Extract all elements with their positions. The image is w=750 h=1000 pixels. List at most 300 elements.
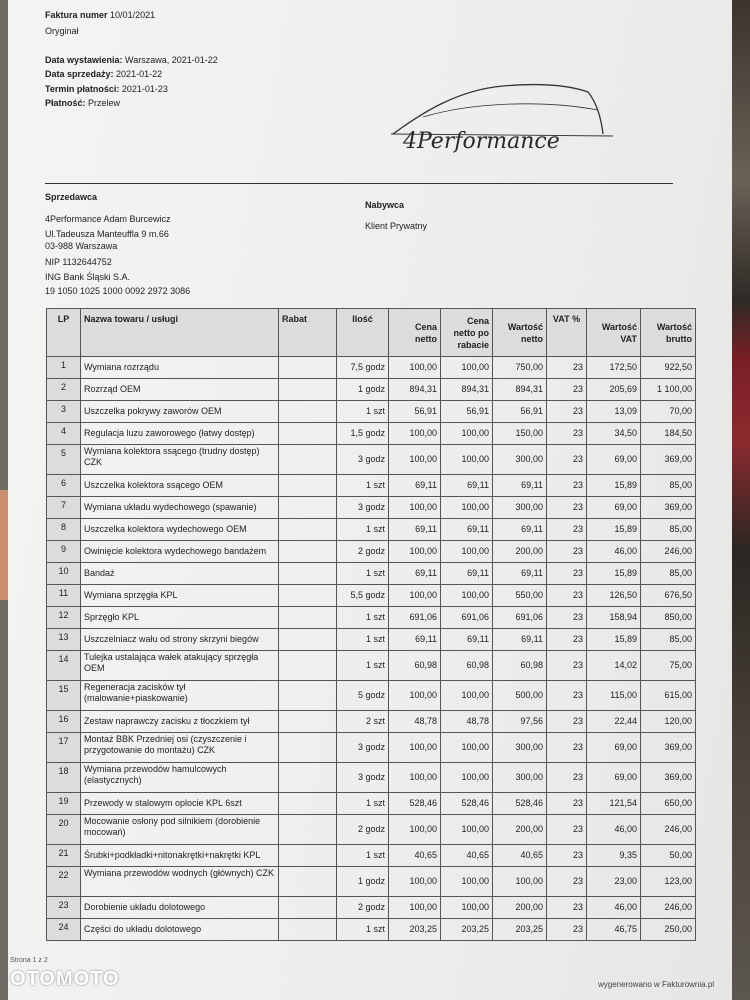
row-vat-value: 158,94 <box>587 607 641 629</box>
row-gross: 650,00 <box>641 793 696 815</box>
col-header-name: Nazwa towaru / usługi <box>81 309 279 357</box>
row-gross: 50,00 <box>641 845 696 867</box>
row-net-price: 56,91 <box>389 401 441 423</box>
row-net-value: 203,25 <box>493 919 547 941</box>
row-net-value: 69,11 <box>493 475 547 497</box>
copy-type: Oryginał <box>45 26 79 36</box>
row-net-price: 100,00 <box>389 815 441 845</box>
issue-date-line <box>45 55 218 65</box>
row-net-price: 69,11 <box>389 629 441 651</box>
row-lp: 16 <box>47 711 81 733</box>
header-divider <box>45 183 673 184</box>
row-vat-pct: 23 <box>547 711 587 733</box>
seller-city: 03-988 Warszawa <box>45 241 118 251</box>
items-table <box>46 308 696 941</box>
row-vat-pct: 23 <box>547 867 587 897</box>
row-net-after: 100,00 <box>441 445 493 475</box>
table-row <box>47 897 696 919</box>
row-net-price: 100,00 <box>389 897 441 919</box>
row-discount <box>279 815 337 845</box>
row-discount <box>279 519 337 541</box>
row-name: Wymiana przewodów hamulcowych (elastycznych) <box>81 763 279 793</box>
row-vat-value: 13,09 <box>587 401 641 423</box>
row-lp: 23 <box>47 897 81 919</box>
row-net-after: 100,00 <box>441 763 493 793</box>
table-row <box>47 845 696 867</box>
row-vat-value: 15,89 <box>587 629 641 651</box>
invoice-number-line <box>45 10 155 20</box>
seller-name: 4Performance Adam Burcewicz <box>45 214 171 224</box>
row-qty: 5 godz <box>337 681 389 711</box>
row-vat-pct: 23 <box>547 651 587 681</box>
row-qty: 1 godz <box>337 867 389 897</box>
row-discount <box>279 711 337 733</box>
row-discount <box>279 401 337 423</box>
row-net-value: 300,00 <box>493 445 547 475</box>
row-name: Uszczelka kolektora ssącego OEM <box>81 475 279 497</box>
row-net-value: 56,91 <box>493 401 547 423</box>
row-net-price: 528,46 <box>389 793 441 815</box>
invoice-number: 10/01/2021 <box>110 10 156 20</box>
row-qty: 1 szt <box>337 651 389 681</box>
row-vat-value: 69,00 <box>587 733 641 763</box>
row-discount <box>279 379 337 401</box>
row-vat-pct: 23 <box>547 475 587 497</box>
row-vat-pct: 23 <box>547 629 587 651</box>
table-row <box>47 919 696 941</box>
table-row <box>47 585 696 607</box>
row-name: Wymiana kolektora ssącego (trudny dostęp) CZK <box>81 445 279 475</box>
row-lp: 24 <box>47 919 81 941</box>
col-header-net-price: Cena netto <box>389 309 441 357</box>
col-header-vat-value: Wartość VAT <box>587 309 641 357</box>
table-row <box>47 519 696 541</box>
row-lp: 11 <box>47 585 81 607</box>
row-discount <box>279 585 337 607</box>
row-net-after: 691,06 <box>441 607 493 629</box>
row-vat-value: 121,54 <box>587 793 641 815</box>
row-net-price: 894,31 <box>389 379 441 401</box>
row-lp: 19 <box>47 793 81 815</box>
row-gross: 120,00 <box>641 711 696 733</box>
row-qty: 2 szt <box>337 711 389 733</box>
issue-date-label: Data wystawienia: <box>45 55 123 65</box>
row-net-after: 56,91 <box>441 401 493 423</box>
row-net-value: 69,11 <box>493 519 547 541</box>
row-discount <box>279 681 337 711</box>
row-discount <box>279 629 337 651</box>
row-vat-pct: 23 <box>547 519 587 541</box>
row-net-price: 100,00 <box>389 445 441 475</box>
row-net-price: 100,00 <box>389 585 441 607</box>
row-vat-pct: 23 <box>547 919 587 941</box>
row-vat-pct: 23 <box>547 357 587 379</box>
row-name: Wymiana przewodów wodnych (głównych) CZK <box>81 867 279 897</box>
row-net-after: 100,00 <box>441 541 493 563</box>
row-name: Rozrząd OEM <box>81 379 279 401</box>
row-name: Regeneracja zacisków tył (malowanie+piaskowanie) <box>81 681 279 711</box>
row-gross: 246,00 <box>641 541 696 563</box>
row-net-price: 100,00 <box>389 867 441 897</box>
row-qty: 5,5 godz <box>337 585 389 607</box>
row-qty: 1 szt <box>337 563 389 585</box>
table-row <box>47 681 696 711</box>
row-discount <box>279 607 337 629</box>
col-header-discount: Rabat <box>279 309 337 357</box>
row-qty: 7,5 godz <box>337 357 389 379</box>
row-lp: 2 <box>47 379 81 401</box>
table-row <box>47 475 696 497</box>
row-vat-value: 69,00 <box>587 497 641 519</box>
row-net-after: 40,65 <box>441 845 493 867</box>
row-name: Przewody w stalowym oplocie KPL 6szt <box>81 793 279 815</box>
row-discount <box>279 867 337 897</box>
row-qty: 1 szt <box>337 401 389 423</box>
row-net-value: 40,65 <box>493 845 547 867</box>
row-qty: 1,5 godz <box>337 423 389 445</box>
row-discount <box>279 475 337 497</box>
row-qty: 3 godz <box>337 763 389 793</box>
row-net-after: 69,11 <box>441 475 493 497</box>
row-discount <box>279 733 337 763</box>
table-row <box>47 629 696 651</box>
row-name: Śrubki+podkładki+nitonakrętki+nakrętki KPL <box>81 845 279 867</box>
row-net-after: 100,00 <box>441 357 493 379</box>
row-discount <box>279 541 337 563</box>
table-row <box>47 541 696 563</box>
row-net-price: 100,00 <box>389 681 441 711</box>
row-vat-value: 46,00 <box>587 897 641 919</box>
row-net-value: 200,00 <box>493 541 547 563</box>
row-net-price: 100,00 <box>389 423 441 445</box>
table-row <box>47 763 696 793</box>
row-gross: 922,50 <box>641 357 696 379</box>
row-net-after: 100,00 <box>441 585 493 607</box>
row-discount <box>279 763 337 793</box>
row-qty: 1 szt <box>337 475 389 497</box>
row-discount <box>279 793 337 815</box>
row-lp: 1 <box>47 357 81 379</box>
row-net-after: 48,78 <box>441 711 493 733</box>
due-date-line <box>45 84 168 94</box>
table-row <box>47 423 696 445</box>
row-vat-pct: 23 <box>547 607 587 629</box>
table-row <box>47 445 696 475</box>
row-net-value: 200,00 <box>493 897 547 919</box>
row-name: Owinięcie kolektora wydechowego bandażem <box>81 541 279 563</box>
row-gross: 75,00 <box>641 651 696 681</box>
row-gross: 123,00 <box>641 867 696 897</box>
row-name: Wymiana rozrządu <box>81 357 279 379</box>
row-net-value: 100,00 <box>493 867 547 897</box>
row-lp: 7 <box>47 497 81 519</box>
row-net-value: 300,00 <box>493 497 547 519</box>
row-net-price: 203,25 <box>389 919 441 941</box>
row-gross: 184,50 <box>641 423 696 445</box>
seller-nip: NIP 1132644752 <box>45 257 112 267</box>
row-gross: 1 100,00 <box>641 379 696 401</box>
row-gross: 369,00 <box>641 445 696 475</box>
row-net-value: 528,46 <box>493 793 547 815</box>
row-net-value: 550,00 <box>493 585 547 607</box>
row-net-after: 100,00 <box>441 867 493 897</box>
row-lp: 22 <box>47 867 81 897</box>
row-name: Uszczelniacz wału od strony skrzyni biegów <box>81 629 279 651</box>
row-discount <box>279 651 337 681</box>
row-vat-pct: 23 <box>547 763 587 793</box>
row-net-price: 48,78 <box>389 711 441 733</box>
sale-date: 2021-01-22 <box>116 69 163 79</box>
row-net-price: 100,00 <box>389 497 441 519</box>
row-gross: 70,00 <box>641 401 696 423</box>
row-net-after: 528,46 <box>441 793 493 815</box>
row-discount <box>279 845 337 867</box>
row-net-price: 100,00 <box>389 357 441 379</box>
row-gross: 850,00 <box>641 607 696 629</box>
row-net-after: 100,00 <box>441 815 493 845</box>
row-gross: 250,00 <box>641 919 696 941</box>
row-gross: 369,00 <box>641 763 696 793</box>
row-net-value: 750,00 <box>493 357 547 379</box>
row-net-price: 100,00 <box>389 541 441 563</box>
row-net-value: 894,31 <box>493 379 547 401</box>
row-vat-value: 172,50 <box>587 357 641 379</box>
table-row <box>47 357 696 379</box>
row-qty: 2 godz <box>337 815 389 845</box>
row-net-value: 69,11 <box>493 629 547 651</box>
row-net-after: 60,98 <box>441 651 493 681</box>
row-discount <box>279 357 337 379</box>
seller-bank: ING Bank Śląski S.A. <box>45 272 131 282</box>
row-net-after: 100,00 <box>441 733 493 763</box>
row-lp: 10 <box>47 563 81 585</box>
row-lp: 12 <box>47 607 81 629</box>
row-qty: 3 godz <box>337 733 389 763</box>
row-vat-value: 15,89 <box>587 519 641 541</box>
row-gross: 369,00 <box>641 733 696 763</box>
row-name: Wymiana układu wydechowego (spawanie) <box>81 497 279 519</box>
row-net-price: 69,11 <box>389 563 441 585</box>
row-name: Zestaw naprawczy zacisku z tłoczkiem tył <box>81 711 279 733</box>
row-vat-pct: 23 <box>547 793 587 815</box>
row-gross: 246,00 <box>641 815 696 845</box>
row-net-value: 69,11 <box>493 563 547 585</box>
row-gross: 85,00 <box>641 629 696 651</box>
invoice-page <box>8 0 732 1000</box>
row-gross: 369,00 <box>641 497 696 519</box>
row-net-after: 203,25 <box>441 919 493 941</box>
row-vat-pct: 23 <box>547 733 587 763</box>
row-vat-pct: 23 <box>547 563 587 585</box>
table-row <box>47 793 696 815</box>
seller-street: Ul.Tadeusza Manteuffla 9 m.66 <box>45 229 169 239</box>
row-vat-value: 69,00 <box>587 445 641 475</box>
row-net-price: 69,11 <box>389 519 441 541</box>
row-name: Uszczelka kolektora wydechowego OEM <box>81 519 279 541</box>
row-vat-pct: 23 <box>547 497 587 519</box>
seller-heading: Sprzedawca <box>45 192 98 202</box>
row-vat-pct: 23 <box>547 401 587 423</box>
row-vat-pct: 23 <box>547 423 587 445</box>
row-qty: 1 godz <box>337 379 389 401</box>
row-net-value: 691,06 <box>493 607 547 629</box>
row-vat-value: 205,69 <box>587 379 641 401</box>
row-name: Części do układu dolotowego <box>81 919 279 941</box>
row-discount <box>279 423 337 445</box>
seller-account: 19 1050 1025 1000 0092 2972 3086 <box>45 286 191 296</box>
row-net-after: 100,00 <box>441 897 493 919</box>
issue-date: Warszawa, 2021-01-22 <box>125 55 218 65</box>
col-header-qty: Ilość <box>337 309 389 357</box>
table-row <box>47 379 696 401</box>
row-vat-value: 126,50 <box>587 585 641 607</box>
due-date: 2021-01-23 <box>121 84 168 94</box>
table-header-row <box>47 309 696 357</box>
row-net-after: 100,00 <box>441 681 493 711</box>
table-row <box>47 401 696 423</box>
row-name: Tulejka ustalająca wałek atakujący sprzęgła OEM <box>81 651 279 681</box>
row-net-after: 100,00 <box>441 423 493 445</box>
row-vat-pct: 23 <box>547 379 587 401</box>
row-vat-pct: 23 <box>547 585 587 607</box>
row-lp: 14 <box>47 651 81 681</box>
logo-wordmark: 4Performance <box>403 129 560 154</box>
row-net-after: 894,31 <box>441 379 493 401</box>
row-net-price: 691,06 <box>389 607 441 629</box>
row-net-value: 200,00 <box>493 815 547 845</box>
row-qty: 1 szt <box>337 607 389 629</box>
row-gross: 615,00 <box>641 681 696 711</box>
row-net-after: 69,11 <box>441 563 493 585</box>
row-lp: 9 <box>47 541 81 563</box>
sale-date-line <box>45 69 162 79</box>
row-vat-value: 46,75 <box>587 919 641 941</box>
row-net-after: 69,11 <box>441 519 493 541</box>
row-discount <box>279 497 337 519</box>
payment-method: Przelew <box>88 98 121 108</box>
col-header-gross: Wartość brutto <box>641 309 696 357</box>
payment-label: Płatność: <box>45 98 86 108</box>
row-net-value: 97,56 <box>493 711 547 733</box>
row-vat-pct: 23 <box>547 445 587 475</box>
row-vat-value: 34,50 <box>587 423 641 445</box>
row-vat-value: 46,00 <box>587 815 641 845</box>
page-number: Strona 1 z 2 <box>10 957 48 964</box>
col-header-net-after: Cena netto po rabacie <box>441 309 493 357</box>
row-lp: 17 <box>47 733 81 763</box>
row-gross: 85,00 <box>641 563 696 585</box>
row-qty: 1 szt <box>337 519 389 541</box>
row-name: Dorobienie układu dolotowego <box>81 897 279 919</box>
row-qty: 2 godz <box>337 541 389 563</box>
row-vat-value: 22,44 <box>587 711 641 733</box>
row-net-price: 40,65 <box>389 845 441 867</box>
row-name: Wymiana sprzęgła KPL <box>81 585 279 607</box>
generator-note: wygenerowano w Fakturownia.pl <box>598 980 715 989</box>
row-lp: 20 <box>47 815 81 845</box>
payment-line <box>45 98 120 108</box>
row-lp: 6 <box>47 475 81 497</box>
col-header-net-value: Wartość netto <box>493 309 547 357</box>
row-discount <box>279 897 337 919</box>
table-row <box>47 733 696 763</box>
row-vat-pct: 23 <box>547 897 587 919</box>
row-lp: 4 <box>47 423 81 445</box>
sale-date-label: Data sprzedaży: <box>45 69 114 79</box>
row-net-value: 500,00 <box>493 681 547 711</box>
table-row <box>47 867 696 897</box>
row-net-value: 300,00 <box>493 763 547 793</box>
row-qty: 1 szt <box>337 845 389 867</box>
due-date-label: Termin płatności: <box>45 84 120 94</box>
col-header-lp: LP <box>47 309 81 357</box>
row-lp: 5 <box>47 445 81 475</box>
company-logo <box>363 72 623 167</box>
row-name: Montaż BBK Przedniej osi (czyszczenie i przygotowanie do montażu) CZK <box>81 733 279 763</box>
row-discount <box>279 563 337 585</box>
row-gross: 85,00 <box>641 519 696 541</box>
col-header-vat-pct: VAT % <box>547 309 587 357</box>
row-vat-value: 9,35 <box>587 845 641 867</box>
row-net-price: 60,98 <box>389 651 441 681</box>
row-vat-value: 115,00 <box>587 681 641 711</box>
row-lp: 18 <box>47 763 81 793</box>
row-lp: 21 <box>47 845 81 867</box>
row-name: Mocowanie osłony pod silnikiem (dorobienie mocowań) <box>81 815 279 845</box>
buyer-heading: Nabywca <box>365 200 405 210</box>
row-vat-value: 14,02 <box>587 651 641 681</box>
table-row <box>47 815 696 845</box>
row-discount <box>279 445 337 475</box>
row-vat-pct: 23 <box>547 845 587 867</box>
row-vat-pct: 23 <box>547 541 587 563</box>
row-net-value: 150,00 <box>493 423 547 445</box>
row-vat-pct: 23 <box>547 815 587 845</box>
table-row <box>47 651 696 681</box>
row-net-after: 69,11 <box>441 629 493 651</box>
row-discount <box>279 919 337 941</box>
table-row <box>47 563 696 585</box>
row-lp: 15 <box>47 681 81 711</box>
row-net-price: 69,11 <box>389 475 441 497</box>
row-vat-value: 69,00 <box>587 763 641 793</box>
row-qty: 1 szt <box>337 793 389 815</box>
otomoto-watermark: OTOMOTO <box>10 968 120 990</box>
row-qty: 2 godz <box>337 897 389 919</box>
row-vat-value: 15,89 <box>587 475 641 497</box>
row-vat-value: 15,89 <box>587 563 641 585</box>
row-lp: 13 <box>47 629 81 651</box>
buyer-name: Klient Prywatny <box>365 221 428 231</box>
row-lp: 3 <box>47 401 81 423</box>
invoice-number-label: Faktura numer <box>45 10 108 20</box>
row-net-price: 100,00 <box>389 733 441 763</box>
row-vat-value: 46,00 <box>587 541 641 563</box>
row-name: Regulacja luzu zaworowego (łatwy dostęp) <box>81 423 279 445</box>
row-gross: 676,50 <box>641 585 696 607</box>
row-name: Sprzęgło KPL <box>81 607 279 629</box>
row-vat-pct: 23 <box>547 681 587 711</box>
row-gross: 246,00 <box>641 897 696 919</box>
row-name: Uszczelka pokrywy zaworów OEM <box>81 401 279 423</box>
row-gross: 85,00 <box>641 475 696 497</box>
row-qty: 3 godz <box>337 497 389 519</box>
row-net-value: 300,00 <box>493 733 547 763</box>
row-qty: 3 godz <box>337 445 389 475</box>
row-name: Bandaż <box>81 563 279 585</box>
table-row <box>47 607 696 629</box>
table-row <box>47 497 696 519</box>
